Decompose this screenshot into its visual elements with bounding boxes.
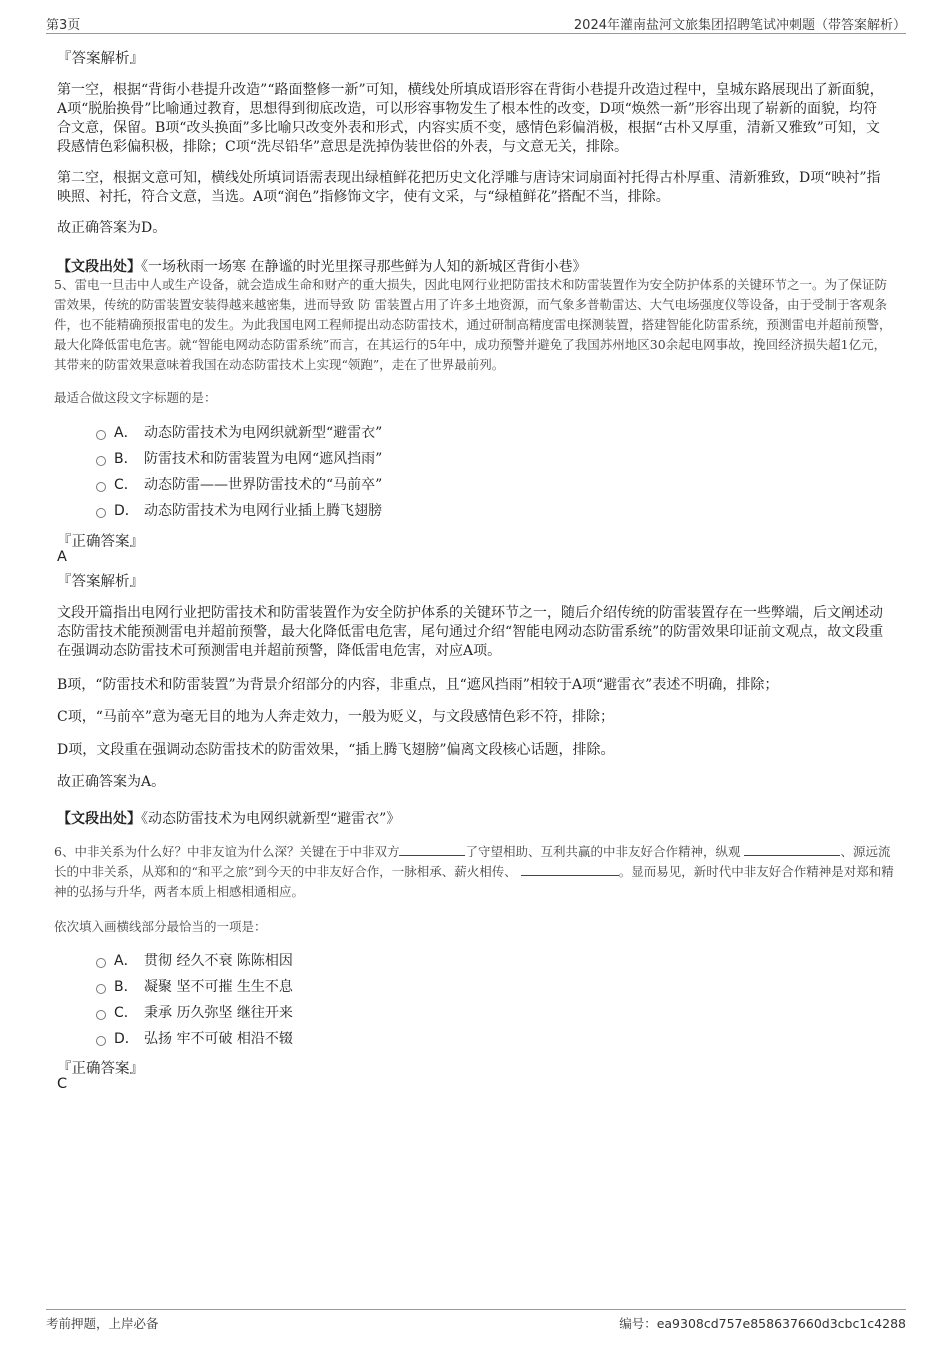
document-title: 2024年灌南盐河文旅集团招聘笔试冲刺题（带答案解析） (573, 18, 906, 33)
q6-text-part2: 了守望相助、互利共赢的中非友好合作精神，纵观 (465, 844, 741, 859)
option-letter: D． (114, 1031, 139, 1047)
radio-icon[interactable] (96, 482, 106, 492)
q6-blank-1[interactable] (399, 844, 465, 856)
option-text: 动态防雷技术为电网织就新型“避雷衣” (144, 425, 383, 441)
page-number: 第3页 (46, 18, 81, 33)
option-letter: B． (114, 979, 138, 995)
radio-icon[interactable] (96, 1010, 106, 1020)
q6-text-part1: 6、中非关系为什么好？中非友谊为什么深？关键在于中非双方 (54, 844, 400, 859)
option-letter: C． (114, 477, 138, 493)
footer-serial: 编号：ea9308cd757e858637660d3cbc1c4288 (619, 1316, 906, 1331)
page-header (46, 14, 906, 34)
q6-blank-3[interactable] (521, 864, 619, 876)
q5-analysis-para4: D项，文段重在强调动态防雷技术的防雷效果，“插上腾飞翅膀”偏离文段核心话题，排除。 (57, 742, 615, 758)
q5-source (57, 808, 400, 828)
page-footer (46, 1309, 906, 1333)
radio-icon[interactable] (96, 430, 106, 440)
radio-icon[interactable] (96, 984, 106, 994)
q6-text-part3: 、源远流长的中非关系，从郑和的“和平之旅”到今天的中非友好合作，一脉相承、薪火相传、 (54, 844, 891, 879)
q5-analysis-para1: 文段开篇指出电网行业把防雷技术和防雷装置作为安全防护体系的关键环节之一，随后介绍传统的防雷装置存在一些弊端，后文阐述动态防雷技术能预测雷电并超前预警，最大化降低雷电危害，尾句通过介绍“智能电网动态防雷系统”的防雷效果印证前文观点，故文段重在强调动态防雷技术可预测雷电并超前预警，降低雷电危害，对应A项。 (57, 605, 884, 659)
q5-analysis-para2: B项，“防雷技术和防雷装置”为背景介绍部分的内容，非重点，且“遮风挡雨”相较于A项“避雷衣”表述不明确，排除； (57, 677, 779, 693)
q6-answer-label: 『正确答案』 (57, 1061, 144, 1077)
q5-question-text: 5、雷电一旦击中人或生产设备，就会造成生命和财产的重大损失，因此电网行业把防雷技术和防雷装置作为安全防护体系的关键环节之一。为了保证防雷效果，传统的防雷装置安装得越来越密集，进而导致 防 雷装置占用了许多土地资源，而气象多普勒雷达、大气电场强度仪等设备，由于受制于客观条件，也不能精确预报雷电的发生。为此我国电网工程师提出动态防雷技术，通过研制高精度雷电探测装置，搭建智能化防雷系统，预测雷电并超前预警，最大化降低雷电危害。就“智能电网动态防雷系统”而言，在其运行的5年中，成功预警并避免了我国苏州地区30余起电网事故，挽回经济损失超1亿元，其带来的防雷效果意味着我国在动态防雷技术上实现“领跑”，走在了世界最前列。 (54, 277, 892, 372)
option-letter: D． (114, 503, 139, 519)
q5-analysis-label: 『答案解析』 (57, 574, 144, 590)
q6-answer: C (57, 1076, 68, 1092)
q5-prompt: 最适合做这段文字标题的是： (54, 390, 217, 405)
footer-slogan: 考前押题，上岸必备 (46, 1316, 159, 1331)
q5-analysis-para3: C项，“马前卒”意为毫无目的地为人奔走效力，一般为贬义，与文段感情色彩不符，排除； (57, 709, 615, 725)
q6-question-text (54, 842, 894, 902)
option-text: 凝聚 坚不可摧 生生不息 (144, 979, 293, 995)
q4-conclusion: 故正确答案为D。 (57, 220, 167, 236)
q4-analysis-label: 『答案解析』 (57, 51, 144, 67)
q6-blank-2[interactable] (744, 844, 840, 856)
q4-source (57, 256, 586, 276)
q5-source-text: 《动态防雷技术为电网织就新型“避雷衣”》 (141, 811, 401, 827)
q4-source-text: 《一场秋雨一场寒 在静谧的时光里探寻那些鲜为人知的新城区背街小巷》 (141, 259, 587, 275)
option-letter: B． (114, 451, 138, 467)
q4-analysis-para1: 第一空，根据“背街小巷提升改造”“路面整修一新”可知，横线处所填成语形容在背街小巷提升改造过程中，皇城东路展现出了新面貌，A项“脱胎换骨”比喻通过教育，思想得到彻底改造，可以形容事物发生了根本性的改变，D项“焕然一新”形容出现了崭新的面貌，均符合文意，保留。B项“改头换面”多比喻只改变外表和形式，内容实质不变，感情色彩偏消极，根据“古朴又厚重，清新又雅致”可知，文段感情色彩偏积极，排除；C项“洗尽铅华”意思是洗掉伪装世俗的外表，与文意无关，排除。 (57, 82, 884, 155)
option-letter: C． (114, 1005, 138, 1021)
option-text: 动态防雷技术为电网行业插上腾飞翅膀 (144, 503, 382, 519)
option-text: 弘扬 牢不可破 相沿不辍 (144, 1031, 293, 1047)
option-text: 贯彻 经久不衰 陈陈相因 (144, 953, 293, 969)
option-text: 防雷技术和防雷装置为电网“遮风挡雨” (144, 451, 383, 467)
radio-icon[interactable] (96, 508, 106, 518)
radio-icon[interactable] (96, 1036, 106, 1046)
q5-conclusion: 故正确答案为A。 (57, 774, 166, 790)
option-text: 秉承 历久弥坚 继往开来 (144, 1005, 293, 1021)
q6-prompt: 依次填入画横线部分最恰当的一项是： (54, 919, 267, 934)
option-text: 动态防雷——世界防雷技术的“马前卒” (144, 477, 383, 493)
q5-answer-label: 『正确答案』 (57, 534, 144, 550)
q4-source-label: 【文段出处】 (57, 259, 141, 275)
q5-answer: A (57, 549, 67, 565)
q4-analysis-para2: 第二空，根据文意可知，横线处所填词语需表现出绿植鲜花把历史文化浮雕与唐诗宋词扇面衬托得古朴厚重、清新雅致，D项“映衬”指映照、衬托，符合文意，当选。A项“润色”指修饰文字，使有文采，与“绿植鲜花”搭配不当，排除。 (57, 170, 881, 205)
radio-icon[interactable] (96, 958, 106, 968)
option-letter: A． (114, 953, 138, 969)
q5-source-label: 【文段出处】 (57, 811, 141, 827)
radio-icon[interactable] (96, 456, 106, 466)
q6-text-part4: 。显而易见，新时代中非友好合作精神是对郑和精神的弘扬与升华，两者本质上相感相通相应。 (54, 864, 894, 899)
option-letter: A． (114, 425, 138, 441)
